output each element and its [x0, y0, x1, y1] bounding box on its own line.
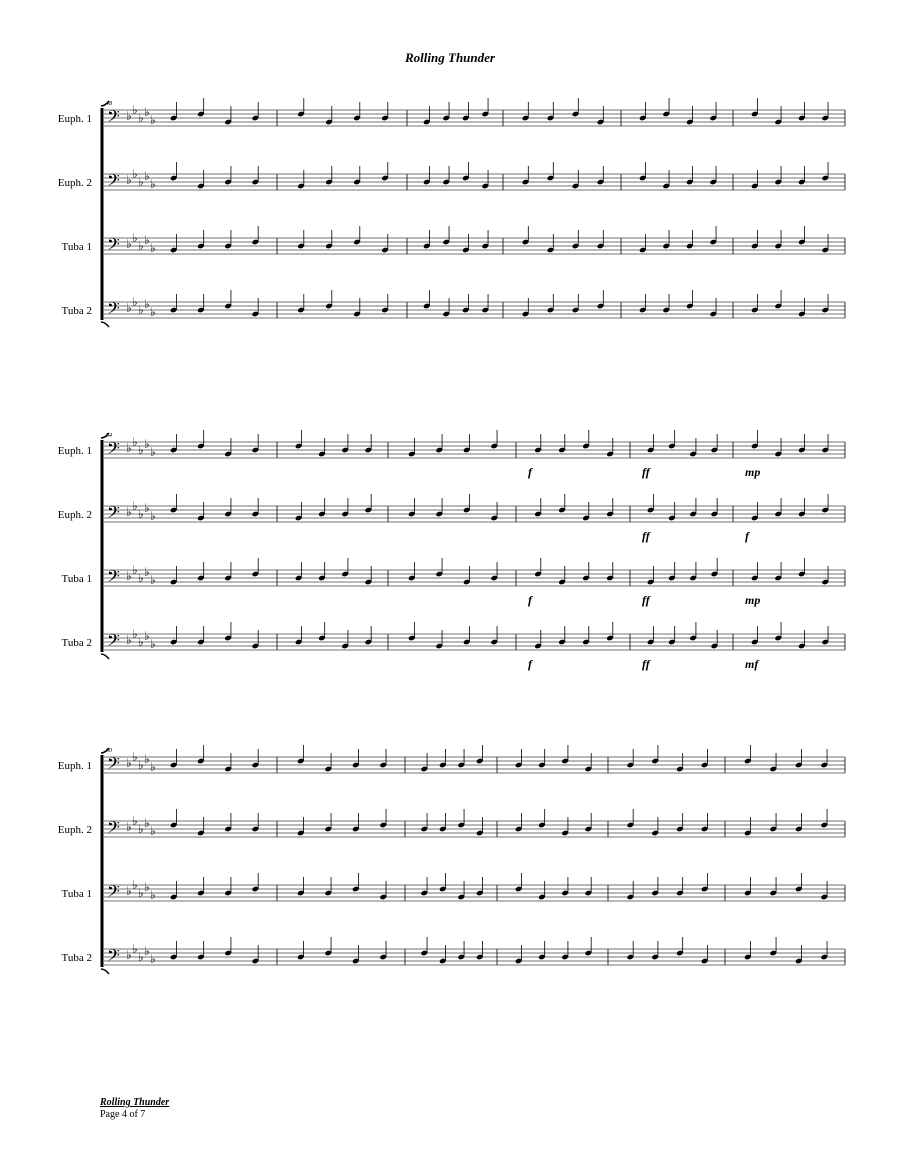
flat-icon: ♭ [150, 824, 156, 838]
instrument-label: Euph. 2 [57, 509, 92, 521]
bass-clef-icon: 𝄢 [107, 753, 120, 777]
measure-number: 48 [106, 101, 112, 107]
flat-icon: ♭ [132, 878, 138, 892]
instrument-label: Euph. 2 [57, 824, 92, 836]
flat-icon: ♭ [144, 565, 150, 579]
flat-icon: ♭ [126, 756, 132, 770]
flat-icon: ♭ [138, 886, 144, 900]
flat-icon: ♭ [132, 942, 138, 956]
flat-icon: ♭ [138, 111, 144, 125]
flat-icon: ♭ [138, 635, 144, 649]
flat-icon: ♭ [132, 167, 138, 181]
dynamic-marking: mp [745, 593, 761, 607]
flat-icon: ♭ [150, 637, 156, 651]
flat-icon: ♭ [144, 629, 150, 643]
flat-icon: ♭ [132, 435, 138, 449]
instrument-label: Euph. 1 [57, 760, 92, 772]
flat-icon: ♭ [150, 952, 156, 966]
flat-icon: ♭ [132, 627, 138, 641]
dynamic-marking: ff [642, 593, 650, 607]
page-footer [100, 1097, 169, 1121]
flat-icon: ♭ [138, 303, 144, 317]
instrument-label: Tuba 2 [61, 952, 92, 964]
flat-icon: ♭ [138, 507, 144, 521]
flat-icon: ♭ [144, 297, 150, 311]
flat-icon: ♭ [132, 814, 138, 828]
footer-page-number: Page 4 of 7 [100, 1109, 146, 1120]
dynamic-marking: f [528, 465, 532, 479]
instrument-label: Euph. 1 [57, 113, 92, 125]
flat-icon: ♭ [150, 760, 156, 774]
flat-icon: ♭ [144, 816, 150, 830]
instrument-label: Tuba 2 [61, 637, 92, 649]
flat-icon: ♭ [150, 177, 156, 191]
flat-icon: ♭ [150, 305, 156, 319]
flat-icon: ♭ [126, 109, 132, 123]
flat-icon: ♭ [150, 445, 156, 459]
flat-icon: ♭ [132, 750, 138, 764]
flat-icon: ♭ [126, 237, 132, 251]
flat-icon: ♭ [126, 884, 132, 898]
bracket-bottom-hook [101, 654, 109, 659]
flat-icon: ♭ [126, 505, 132, 519]
flat-icon: ♭ [150, 241, 156, 255]
flat-icon: ♭ [126, 569, 132, 583]
flat-icon: ♭ [132, 231, 138, 245]
dynamic-marking: mp [745, 465, 761, 479]
instrument-label: Tuba 1 [61, 573, 92, 585]
flat-icon: ♭ [150, 573, 156, 587]
flat-icon: ♭ [144, 880, 150, 894]
dynamic-marking: mf [745, 657, 759, 671]
bass-clef-icon: 𝄢 [107, 298, 120, 322]
flat-icon: ♭ [132, 563, 138, 577]
dynamic-marking: ff [642, 465, 650, 479]
bass-clef-icon: 𝄢 [107, 566, 120, 590]
instrument-label: Tuba 2 [61, 305, 92, 317]
dynamic-marking: f [528, 593, 532, 607]
instrument-label: Tuba 1 [61, 888, 92, 900]
flat-icon: ♭ [144, 752, 150, 766]
flat-icon: ♭ [144, 233, 150, 247]
bass-clef-icon: 𝄢 [107, 817, 120, 841]
flat-icon: ♭ [138, 239, 144, 253]
dynamic-marking: f [528, 657, 532, 671]
bass-clef-icon: 𝄢 [107, 630, 120, 654]
flat-icon: ♭ [144, 944, 150, 958]
flat-icon: ♭ [126, 301, 132, 315]
flat-icon: ♭ [144, 169, 150, 183]
flat-icon: ♭ [144, 437, 150, 451]
instrument-label: Euph. 1 [57, 445, 92, 457]
bracket-bottom-hook [101, 969, 109, 974]
instrument-label: Tuba 1 [61, 241, 92, 253]
dynamic-marking: ff [642, 529, 650, 543]
flat-icon: ♭ [132, 499, 138, 513]
instrument-label: Euph. 2 [57, 177, 92, 189]
dynamic-marking: f [745, 529, 749, 543]
bass-clef-icon: 𝄢 [107, 106, 120, 130]
flat-icon: ♭ [138, 758, 144, 772]
dynamic-marking: ff [642, 657, 650, 671]
flat-icon: ♭ [126, 820, 132, 834]
footer-title: Rolling Thunder [100, 1097, 170, 1108]
flat-icon: ♭ [126, 948, 132, 962]
flat-icon: ♭ [144, 501, 150, 515]
bass-clef-icon: 𝄢 [107, 234, 120, 258]
bracket-bottom-hook [101, 322, 109, 327]
flat-icon: ♭ [132, 103, 138, 117]
score-title: Rolling Thunder [405, 50, 495, 65]
bass-clef-icon: 𝄢 [107, 502, 120, 526]
flat-icon: ♭ [150, 888, 156, 902]
flat-icon: ♭ [150, 509, 156, 523]
flat-icon: ♭ [138, 822, 144, 836]
flat-icon: ♭ [126, 441, 132, 455]
flat-icon: ♭ [126, 633, 132, 647]
bass-clef-icon: 𝄢 [107, 438, 120, 462]
flat-icon: ♭ [132, 295, 138, 309]
bass-clef-icon: 𝄢 [107, 945, 120, 969]
bass-clef-icon: 𝄢 [107, 881, 120, 905]
flat-icon: ♭ [150, 113, 156, 127]
measure-number: 54 [106, 433, 112, 439]
flat-icon: ♭ [138, 950, 144, 964]
flat-icon: ♭ [126, 173, 132, 187]
flat-icon: ♭ [138, 175, 144, 189]
flat-icon: ♭ [138, 443, 144, 457]
flat-icon: ♭ [144, 105, 150, 119]
bass-clef-icon: 𝄢 [107, 170, 120, 194]
measure-number: 60 [106, 748, 112, 754]
flat-icon: ♭ [138, 571, 144, 585]
